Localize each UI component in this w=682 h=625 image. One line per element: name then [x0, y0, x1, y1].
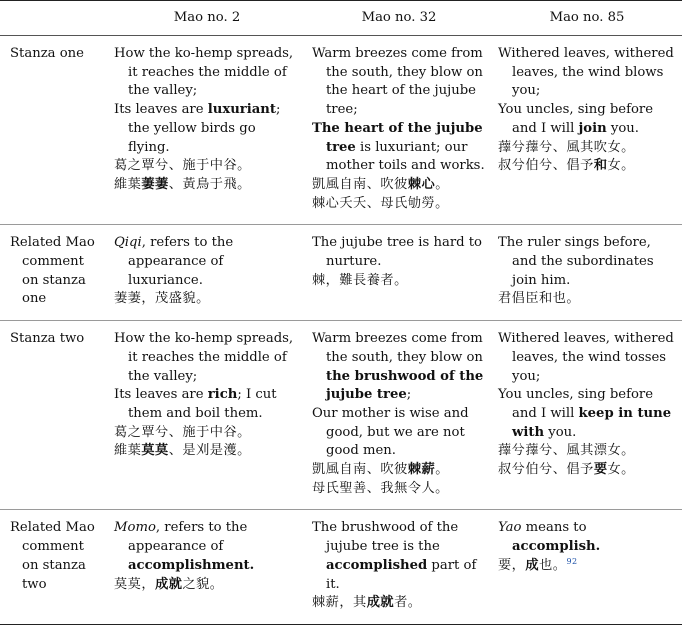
- text-run: ; the yellow birds go flying.: [128, 102, 281, 155]
- bold-text: keep in tune with: [512, 405, 672, 440]
- text-run: You uncles, sing before and I will: [498, 387, 654, 421]
- row-label-line: two: [22, 576, 47, 592]
- row-label-line: on stanza: [22, 272, 86, 288]
- text-run: 葛之覃兮、施于中谷。: [114, 424, 251, 440]
- text-run: 者。: [394, 595, 422, 611]
- cell-mao-2: [108, 321, 306, 510]
- cell-mao-85: [492, 321, 682, 510]
- text-run: How the ko-hemp spreads, it reaches the middle of the valley;: [114, 331, 294, 384]
- text-run: How the ko-hemp spreads, it reaches the middle of the valley;: [114, 46, 294, 99]
- text-run: 母氏聖善、我無令人。: [312, 480, 449, 496]
- table-body: [0, 36, 682, 625]
- bold-text: The heart of the jujube tree: [312, 120, 483, 155]
- text-run: The brushwood of the jujube tree is the: [312, 520, 459, 555]
- english-line: [498, 45, 676, 101]
- text-run: 棘心夭夭、母氏劬勞。: [312, 195, 449, 211]
- chinese-line: [498, 442, 676, 461]
- bold-text: accomplishment.: [128, 557, 255, 573]
- english-line: [498, 330, 676, 386]
- english-line: [498, 101, 676, 138]
- row-label: [0, 321, 108, 510]
- cell-mao-2: [108, 225, 306, 321]
- chinese-line: [312, 176, 486, 195]
- text-run: you.: [606, 120, 639, 136]
- text-run: , refers to the appearance of luxuriance.: [128, 235, 234, 288]
- chinese-line: [312, 480, 486, 499]
- cell-mao-85: [492, 225, 682, 321]
- bold-text: 和: [593, 158, 608, 174]
- english-line: [312, 330, 486, 405]
- english-line: [114, 519, 300, 575]
- chinese-line: [114, 290, 300, 309]
- row-label-line: one: [22, 291, 47, 307]
- text-run: Withered leaves, withered leaves, the wind blows you;: [498, 46, 674, 99]
- bold-text: 要: [593, 462, 608, 478]
- english-line: [312, 234, 486, 271]
- text-run: 、是刈是濩。: [168, 443, 251, 459]
- text-run: Our mother is wise and good, but we are not good men.: [312, 405, 469, 459]
- bold-text: accomplished: [326, 557, 428, 573]
- row-label-line: Related Mao: [10, 235, 95, 251]
- comment-stanza-two-row: [0, 510, 682, 625]
- bold-text: 萋萋: [141, 176, 169, 192]
- bold-text: 成就: [366, 595, 395, 611]
- cell-mao-32: [306, 225, 492, 321]
- text-run: Its leaves are: [114, 387, 208, 403]
- bold-text: 棘薪: [407, 462, 436, 478]
- italic-text: Momo: [114, 520, 156, 536]
- english-line: [114, 386, 300, 423]
- chinese-line: [498, 290, 676, 309]
- text-run: Warm breezes come from the south, they blow on: [312, 331, 483, 365]
- chinese-line: [114, 176, 300, 195]
- row-label: [0, 36, 108, 225]
- stanza-one-row: [0, 36, 682, 225]
- text-run: Its leaves are: [114, 102, 208, 118]
- text-run: is luxuriant; our mother toils and works.: [326, 139, 485, 174]
- bold-text: the brushwood of the jujube tree: [326, 368, 484, 403]
- english-line: [498, 234, 676, 290]
- row-label-line: Related Mao: [10, 520, 95, 536]
- text-run: Withered leaves, withered leaves, the wind tosses you;: [498, 331, 674, 384]
- text-run: Warm breezes come from the south, they blow on the heart of the jujube tree;: [312, 46, 483, 118]
- english-line: [498, 519, 676, 556]
- text-run: You uncles, sing before and I will: [498, 102, 654, 136]
- english-line: [114, 234, 300, 290]
- text-run: 君倡臣和也。: [498, 291, 581, 307]
- english-line: [312, 45, 486, 120]
- chinese-line: [498, 157, 676, 176]
- chinese-line: [114, 576, 300, 595]
- english-line: [312, 405, 486, 461]
- text-run: 要，: [498, 557, 526, 573]
- text-run: 葛之覃兮、施于中谷。: [114, 158, 251, 174]
- italic-text: Yao: [498, 520, 522, 536]
- row-label-line: comment: [22, 539, 84, 555]
- text-run: 。: [435, 462, 449, 478]
- text-run: 、黃鳥于飛。: [168, 176, 251, 192]
- text-run: , refers to the appearance of: [128, 520, 248, 555]
- text-run: 維葉: [114, 176, 142, 192]
- text-run: 女。: [607, 158, 635, 174]
- row-label-line: on stanza: [22, 557, 86, 573]
- text-run: 也。: [539, 557, 567, 573]
- chinese-line: [498, 557, 676, 576]
- english-line: [312, 120, 486, 176]
- chinese-line: [114, 442, 300, 461]
- text-run: 莫莫，: [114, 576, 156, 592]
- cell-mao-32: [306, 36, 492, 225]
- row-label-line: Stanza two: [10, 331, 85, 347]
- bold-text: 成就: [155, 576, 183, 592]
- chinese-line: [312, 195, 486, 214]
- cell-mao-32: [306, 321, 492, 510]
- text-run: 萋萋，茂盛貌。: [114, 291, 210, 307]
- english-line: [114, 101, 300, 157]
- chinese-line: [114, 157, 300, 176]
- text-run: The ruler sings before, and the subordinates join him.: [498, 235, 654, 288]
- row-label: [0, 510, 108, 625]
- text-run: 叔兮伯兮、倡予: [498, 462, 594, 478]
- chinese-line: [114, 424, 300, 443]
- english-line: [114, 45, 300, 101]
- stanza-two-row: [0, 321, 682, 510]
- text-run: part of it.: [326, 557, 477, 592]
- text-run: 維葉: [114, 443, 142, 459]
- chinese-line: [312, 272, 486, 291]
- bold-text: join: [578, 120, 607, 136]
- english-line: [498, 386, 676, 442]
- text-run: 棘薪，其: [312, 595, 367, 611]
- column-header-blank: [0, 1, 108, 36]
- text-run: 叔兮伯兮、倡予: [498, 158, 594, 174]
- chinese-line: [498, 139, 676, 158]
- bold-text: luxuriant: [207, 102, 276, 118]
- text-run: 蘀兮蘀兮、風其漂女。: [498, 443, 635, 459]
- cell-mao-85: [492, 510, 682, 625]
- text-run: 棘，難長養者。: [312, 272, 408, 288]
- text-run: 蘀兮蘀兮、風其吹女。: [498, 139, 635, 155]
- chinese-line: [498, 461, 676, 480]
- text-run: 凱風自南、吹彼: [312, 176, 408, 192]
- footnote-marker[interactable]: 92: [566, 556, 578, 566]
- bold-text: accomplish.: [512, 539, 601, 555]
- text-run: 。: [435, 176, 449, 192]
- bold-text: 成: [525, 557, 540, 573]
- english-line: [114, 330, 300, 386]
- row-label-line: comment: [22, 254, 84, 270]
- english-line: [312, 519, 486, 594]
- bold-text: rich: [207, 387, 238, 403]
- chinese-line: [312, 594, 486, 613]
- bold-text: 莫莫: [141, 443, 169, 459]
- bold-text: 棘心: [407, 176, 436, 192]
- chinese-line: [312, 461, 486, 480]
- cell-mao-32: [306, 510, 492, 625]
- text-run: 凱風自南、吹彼: [312, 462, 408, 478]
- row-label-line: Stanza one: [10, 46, 84, 61]
- italic-text: Qiqi: [114, 235, 142, 251]
- column-header-mao-32: Mao no. 32: [306, 1, 492, 36]
- column-header-mao-2: Mao no. 2: [108, 1, 306, 36]
- row-label: [0, 225, 108, 321]
- cell-mao-85: [492, 36, 682, 225]
- text-run: means to: [521, 520, 587, 536]
- text-run: 女。: [607, 462, 635, 478]
- cell-mao-2: [108, 36, 306, 225]
- text-run: ;: [406, 387, 412, 403]
- text-run: The jujube tree is hard to nurture.: [312, 235, 483, 270]
- text-run: ; I cut them and boil them.: [128, 387, 277, 421]
- header-row: [0, 1, 682, 36]
- cell-mao-2: [108, 510, 306, 625]
- text-run: 之貌。: [182, 576, 224, 592]
- column-header-mao-85: Mao no. 85: [492, 1, 682, 36]
- comment-stanza-one-row: [0, 225, 682, 321]
- text-run: you.: [544, 424, 577, 440]
